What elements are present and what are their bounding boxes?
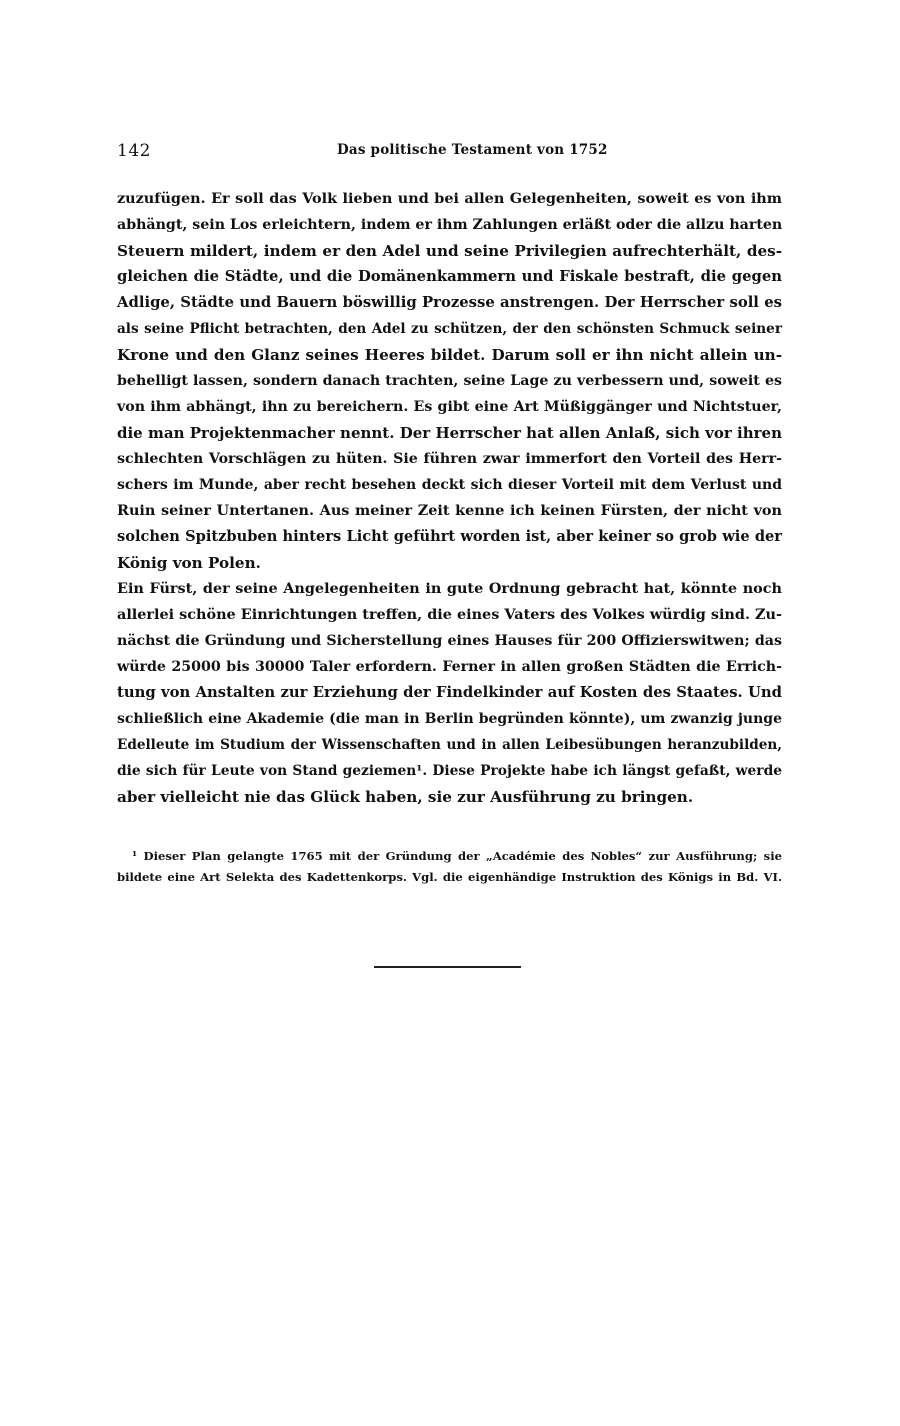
text-line: Edelleute im Studium der Wissenschaften und in allen Leibesübungen heranzubilden,	[117, 737, 782, 753]
footnote-line: ¹ Dieser Plan gelangte 1765 mit der Gründung der „Académie des Nobles“ zur Ausführung; sie	[132, 849, 782, 863]
text-line: Adlige, Städte und Bauern böswillig Prozesse anstrengen. Der Herrscher soll es	[117, 294, 782, 311]
text-line: Ruin seiner Untertanen. Aus meiner Zeit kenne ich keinen Fürsten, der nicht von	[117, 502, 782, 519]
text-line: von ihm abhängt, ihn zu bereichern. Es gibt eine Art Müßiggänger und Nichtstuer,	[117, 399, 782, 415]
text-line: Steuern mildert, indem er den Adel und seine Privilegien aufrechterhält, des-	[117, 242, 782, 260]
page-number: 142	[117, 141, 151, 161]
text-line: schließlich eine Akademie (die man in Berlin begründen könnte), um zwanzig junge	[117, 711, 782, 727]
body-text	[117, 186, 782, 810]
text-line: Krone und den Glanz seines Heeres bildet. Darum soll er ihn nicht allein un-	[117, 346, 782, 364]
text-line: abhängt, sein Los erleichtern, indem er ihm Zahlungen erläßt oder die allzu harten	[117, 217, 783, 233]
text-line: tung von Anstalten zur Erziehung der Findelkinder auf Kosten des Staates. Und	[117, 684, 782, 701]
text-line: behelligt lassen, sondern danach trachten, seine Lage zu verbessern und, soweit es	[117, 373, 782, 389]
text-line: schers im Munde, aber recht besehen deckt sich dieser Vorteil mit dem Verlust und	[117, 477, 782, 493]
text-line: König von Polen.	[117, 554, 261, 572]
text-line: die man Projektenmacher nennt. Der Herrscher hat allen Anlaß, sich vor ihren	[117, 424, 782, 442]
text-line: würde 25000 bis 30000 Taler erfordern. Ferner in allen großen Städten die Errich-	[117, 659, 782, 675]
text-line: nächst die Gründung und Sicherstellung eines Hauses für 200 Offizierswitwen; das	[117, 633, 782, 649]
text-line: aber vielleicht nie das Glück haben, sie zur Ausführung zu bringen.	[117, 788, 694, 806]
text-line: zuzufügen. Er soll das Volk lieben und bei allen Gelegenheiten, soweit es von ihm	[117, 190, 782, 207]
running-title: Das politische Testament von 1752	[337, 142, 608, 158]
text-line: solchen Spitzbuben hinters Licht geführt worden ist, aber keiner so grob wie der	[117, 528, 782, 545]
text-line: allerlei schöne Einrichtungen treffen, die eines Vaters des Volkes würdig sind. Zu-	[117, 606, 782, 623]
text-line: als seine Pflicht betrachten, den Adel zu schützen, der den schönsten Schmuck seiner	[117, 321, 782, 337]
text-line: schlechten Vorschlägen zu hüten. Sie führen zwar immerfort den Vorteil des Herr-	[117, 451, 782, 467]
text-line: Ein Fürst, der seine Angelegenheiten in gute Ordnung gebracht hat, könnte noch	[117, 580, 782, 597]
text-line: gleichen die Städte, und die Domänenkammern und Fiskale bestraft, die gegen	[117, 268, 782, 285]
footnote-line: bildete eine Art Selekta des Kadettenkorps. Vgl. die eigenhändige Instruktion des Königs in Bd. VI.	[117, 870, 782, 884]
end-rule	[374, 966, 521, 968]
footnotes	[117, 846, 782, 888]
running-head	[117, 138, 782, 164]
text-line: die sich für Leute von Stand geziemen¹. Diese Projekte habe ich längst gefaßt, werde	[117, 763, 782, 779]
